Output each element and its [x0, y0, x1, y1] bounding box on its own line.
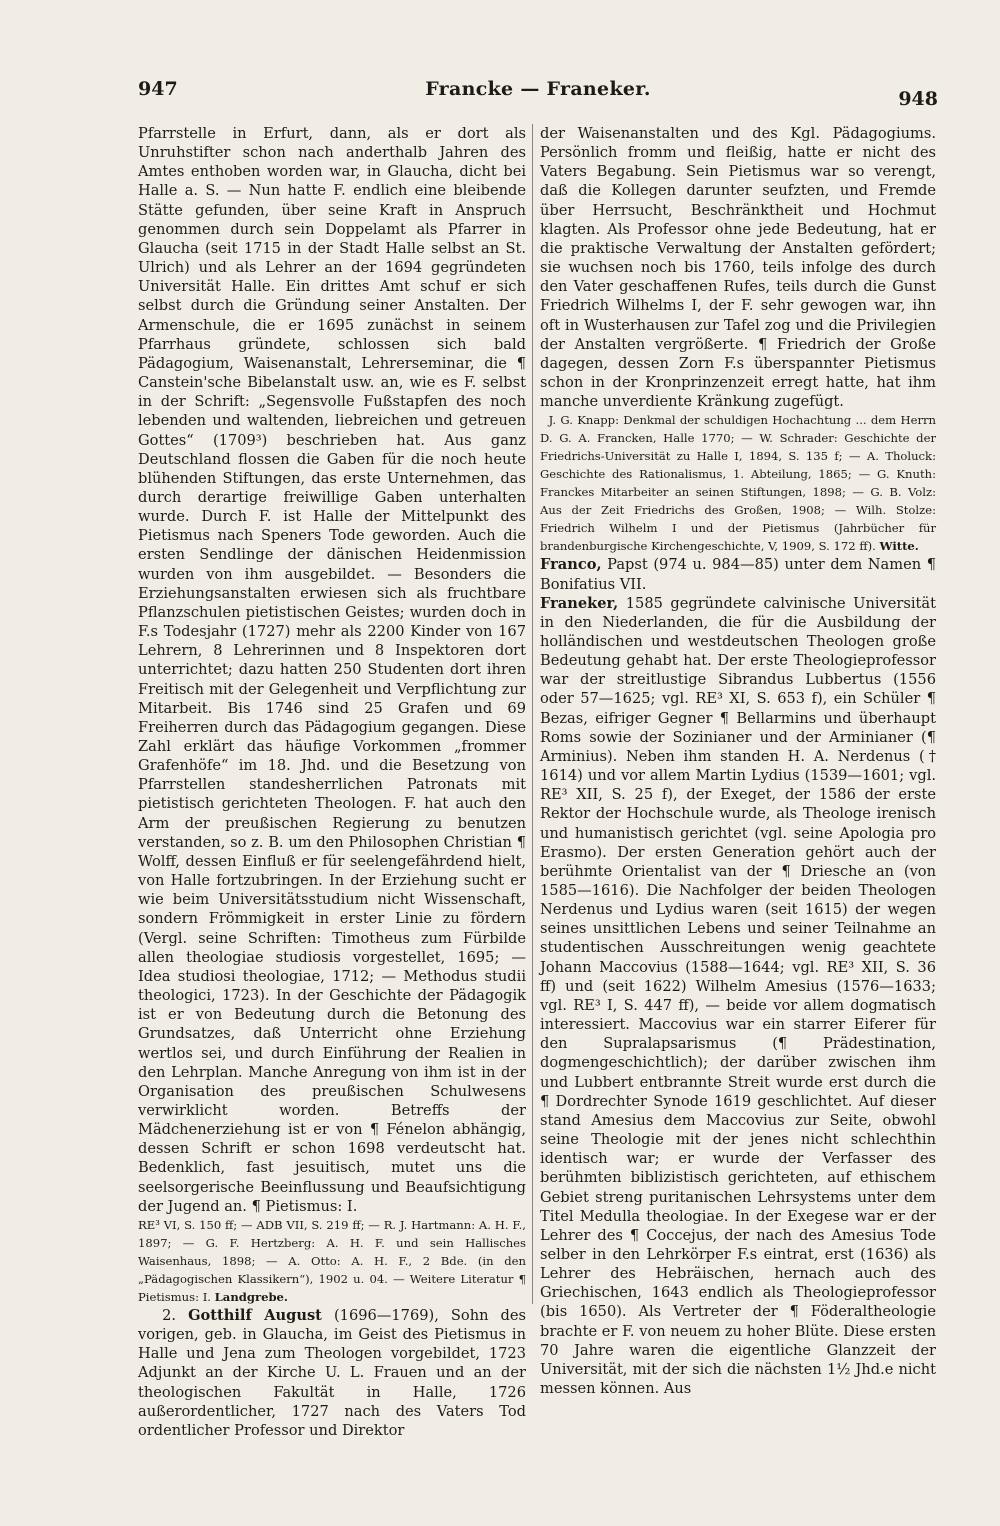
bibliography-francke	[138, 1216, 526, 1306]
running-head: Francke — Franeker.	[425, 78, 651, 100]
entry-franco	[540, 555, 936, 593]
entry-lemma: Franco,	[540, 556, 602, 574]
entry-text: Papst (974 u. 984—85) unter dem Namen ¶ Bonifatius VII.	[540, 556, 936, 593]
entry-lemma: Franeker,	[540, 594, 619, 612]
entry-franeker	[540, 594, 936, 1399]
gotthilf-continuation-text: der Waisenanstalten und des Kgl. Pädagogiums. Persönlich fromm und fleißig, hatte er nicht des Vaters Begabung. Sein Pietismus war so verengt, daß die Kollegen darunter seufzten, und Fremde über Herrsucht, Beschränktheit und Hochmut klagten. Als Professor ohne jede Bedeutung, hat er die praktische Verwaltung der Anstalten gefördert; sie wuchsen noch bis 1760, teils infolge des durch den Vater geschaffenen Rufes, teils durch die Gunst Friedrich Wilhelms I, der F. sehr gewogen war, ihn oft in Wusterhausen zur Tafel zog und die Privilegien der Anstalten vergrößerte. ¶ Friedrich der Große dagegen, dessen Zorn F.s überspannter Pietismus schon in der Kronprinzenzeit erregt hatte, hat ihm manche unverdiente Kränkung zugefügt.	[540, 125, 936, 411]
entry-gotthilf-august	[138, 1306, 526, 1440]
right-column	[540, 124, 936, 1398]
page-header	[138, 76, 938, 116]
entry-text: 1585 gegründete calvinische Universität in den Niederlanden, die für die Ausbildung der holländischen und westdeutschen Theologen große Bedeutung gehabt hat. Der erste Theologieprofessor war der streitlustige Sibrandus Lubbertus (1556 oder 57—1625; vgl. RE³ XI, S. 653 f), ein Schüler ¶ Bezas, eifriger Gegner ¶ Bellarmins und überhaupt Roms sowie der Sozinianer und der Arminianer (¶ Arminius). Neben ihm standen H. A. Nerdenus († 1614) und vor allem Martin Lydius (1539—1601; vgl. RE³ XII, S. 25 f), der Exeget, der 1586 der erste Rektor der Hochschule wurde, als Theologe irenisch und humanistisch gerichtet (vgl. seine Apologia pro Erasmo). Der ersten Generation gehört auch der berühmte Orientalist van der ¶ Driesche an (von 1585—1616). Die Nachfolger der beiden Theologen Nerdenus und Lydius waren (seit 1615) der wegen seines unsittlichen Lebens und seiner Teilnahme an studentischen Ausschreitungen wenig geachtete Johann Maccovius (1588—1644; vgl. RE³ XII, S. 36 ff) und (seit 1622) Wilhelm Amesius (1576—1633; vgl. RE³ I, S. 447 ff), — beide vor allem dogmatisch interessiert. Maccovius war ein starrer Eiferer für den Supralapsarismus (¶ Prädestination, dogmengeschichtlich); der darüber zwischen ihm und Lubbert entbrannte Streit wurde erst durch die ¶ Dordrechter Synode 1619 geschlichtet. Auf dieser stand Amesius dem Maccovius zur Seite, obwohl seine Theologie mit der jenes nicht schlechthin identisch war; er wurde der Verfasser des berühmten biblizistisch gerichteten, auf ethischem Gebiet streng puritanischen Lehrsystems unter dem Titel Medulla theologiae. In der Exegese war er der Lehrer des ¶ Coccejus, der nach des Amesius Tode selber in den Lehrkörper F.s eintrat, erst (1636) als Lehrer des Hebräischen, hernach auch des Griechischen, 1643 endlich als Theologieprofessor (bis 1650). Als Vertreter der ¶ Föderaltheologie brachte er F. von neuem zu hoher Blüte. Diese ersten 70 Jahre waren die eigentliche Glanzzeit der Universität, mit der sich die nächsten 1½ Jhd.e nicht messen können. Aus	[540, 594, 936, 1398]
francke-article-text: Pfarrstelle in Erfurt, dann, als er dort als Unruhstifter schon nach anderthalb Jahren des Amtes enthoben worden war, in Glaucha, dicht bei Halle a. S. — Nun hatte F. endlich eine bleibende Stätte gefunden, über seine Kraft in Anspruch genommen durch sein Doppelamt als Pfarrer in Glaucha (seit 1715 in der Stadt Halle selbst an St. Ulrich) und als Lehrer an der 1694 gegründeten Universität Halle. Ein drittes Amt schuf er sich selbst durch die Gründung seiner Anstalten. Der Armenschule, die er 1695 zunächst in seinem Pfarrhaus gründete, schlossen sich bald Pädagogium, Waisenanstalt, Lehrerseminar, die ¶ Canstein'sche Bibelanstalt usw. an, wie es F. selbst in der Schrift: „Segensvolle Fußstapfen des noch lebenden und waltenden, liebreichen und getreuen Gottes“ (1709³) beschrieben hat. Aus ganz Deutschland flossen die Gaben für die noch heute blühenden Stiftungen, das erste Unternehmen, das durch derartige freiwillige Gaben unterhalten wurde. Durch F. ist Halle der Mittelpunkt des Pietismus nach Speners Tode geworden. Auch die ersten Sendlinge der dänischen Heidenmission wurden von ihm ausgebildet. — Besonders die Erziehungsanstalten erwiesen sich als fruchtbare Pflanzschulen pietistischen Geistes; wurden doch in F.s Todesjahr (1727) mehr als 2200 Kinder von 167 Lehrern, 8 Lehrerinnen und 8 Inspektoren dort unterrichtet; dazu hatten 250 Studenten dort ihren Freitisch mit der Gelegenheit und Verpflichtung zur Mitarbeit. Bis 1746 sind 25 Grafen und 69 Freiherren durch das Pädagogium gegangen. Diese Zahl erklärt das häufige Vorkommen „frommer Grafenhöfe“ im 18. Jhd. und die Besetzung von Pfarrstellen standesherrlichen Patronats mit pietistisch gerichteten Theologen. F. hat auch den Arm der preußischen Regierung zu benutzen verstanden, so z. B. um den Philosophen Christian ¶ Wolff, dessen Einfluß er für seelengefährdend hielt, von Halle fortzubringen. In der Erziehung sucht er wie beim Universitätsstudium nicht Wissenschaft, sondern Frömmigkeit in erster Linie zu fördern (Vergl. seine Schriften: Timotheus zum Fürbilde allen theologiae studiosis vorgestellet, 1695; — Idea studiosi theologiae, 1712; — Methodus studii theologici, 1723). In der Geschichte der Pädagogik ist er von Bedeutung durch die Betonung des Grundsatzes, daß Unterricht ohne Erziehung wertlos sei, und durch Einführung der Realien in den Lehrplan. Manche Anregung von ihm ist in der Organisation des preußischen Schulwesens verwirklicht worden. Betreffs der Mädchenerziehung ist er von ¶ Fénelon abhängig, dessen Schrift er schon 1698 verdeutscht hat. Bedenklich, fast jesuitisch, mutet uns die seelsorgerische Beeinflussung und Beaufsichtigung der Jugend an. ¶ Pietismus: I.	[138, 125, 526, 1215]
left-column	[138, 124, 526, 1440]
author-signature: Witte.	[879, 539, 919, 554]
bibliography-text: RE³ VI, S. 150 ff; — ADB VII, S. 219 ff; — R. J. Hartmann: A. H. F., 1897; — G. F. Hertzberg: A. H. F. und sein Hallisches Waisenhaus, 1898; — A. Otto: A. H. F., 2 Bde. (in den „Pädagogischen Klassikern“), 1902 u. 04. — Weitere Literatur ¶ Pietismus: I.	[138, 1217, 526, 1304]
bibliography-gotthilf	[540, 411, 936, 555]
bibliography-text: J. G. Knapp: Denkmal der schuldigen Hochachtung ... dem Herrn D. G. A. Francken, Halle 1770; — W. Schrader: Geschichte der Friedrichs-Universität zu Halle I, 1894, S. 135 f; — A. Tholuck: Geschichte des Rationalismus, 1. Abteilung, 1865; — G. Knuth: Franckes Mitarbeiter an seinen Stiftungen, 1898; — G. B. Volz: Aus der Zeit Friedrichs des Großen, 1908; — Wilh. Stolze: Friedrich Wilhelm I und der Pietismus (Jahrbücher für brandenburgische Kirchengeschichte, V, 1909, S. 172 ff).	[540, 413, 936, 554]
page-number-right: 948	[898, 88, 938, 110]
entry-text: (1696—1769), Sohn des vorigen, geb. in Glaucha, im Geist des Pietismus in Halle und Jena zum Theologen vorgebildet, 1723 Adjunkt an der Kirche U. L. Frauen und an der theologischen Fakultät in Halle, 1726 außerordentlicher, 1727 nach des Vaters Tod ordentlicher Professor und Direktor	[138, 1306, 526, 1439]
page-number-left: 947	[138, 78, 178, 100]
entry-name: Gotthilf August	[188, 1306, 322, 1324]
column-divider	[532, 124, 533, 1304]
author-signature: Landgrebe.	[214, 1289, 288, 1304]
entry-number: 2.	[162, 1306, 177, 1324]
